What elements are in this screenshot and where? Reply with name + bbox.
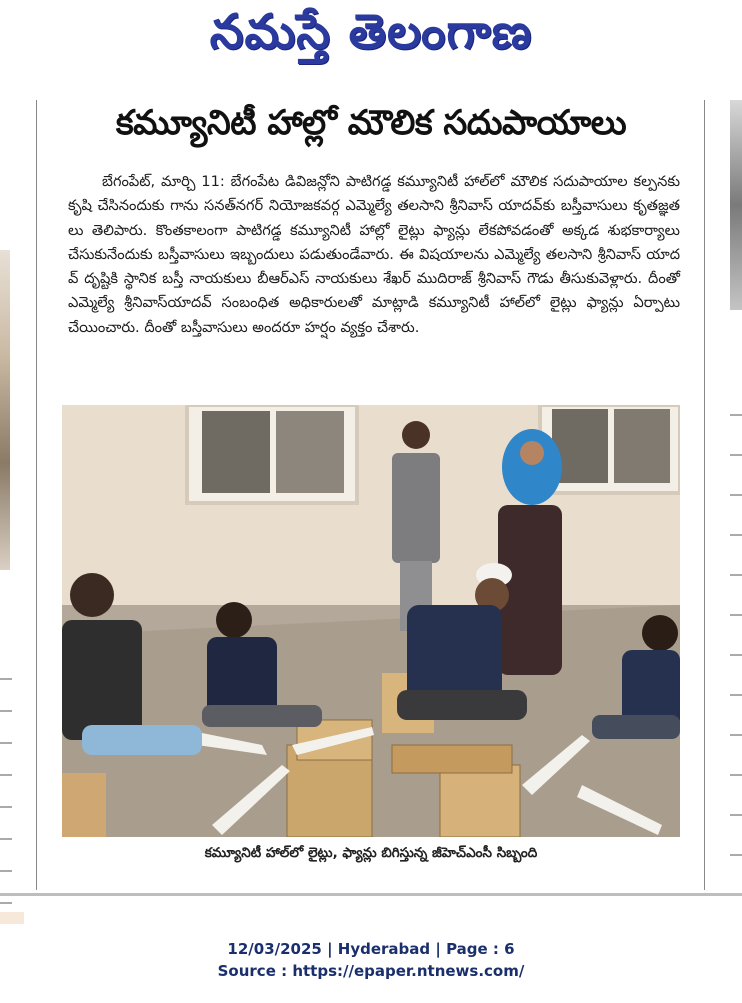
photo-illustration	[62, 405, 680, 837]
adjacent-photo-fragment	[730, 100, 742, 310]
page-bottom-rule	[0, 893, 742, 896]
adjacent-article-left	[0, 100, 12, 890]
photo-caption: కమ్యూనిటీ హాల్‌లో లైట్లు, ఫ్యాన్లు బిగిస్తున్న జీహెచ్ఎంసీ సిబ్బంది	[204, 845, 538, 861]
adjacent-text-fragment	[0, 660, 12, 930]
footer-source-link[interactable]: Source : https://epaper.ntnews.com/	[217, 962, 525, 980]
column-rule-right	[704, 100, 705, 890]
adjacent-fragment	[0, 912, 24, 924]
article-body: బేగంపేట్, మార్చి 11: బేగంపేట డివిజన్లోని పాటిగడ్డ కమ్యూనిటీ హాల్‌లో మౌలిక సదుపాయాల కల్పనకు కృషి చేసినందుకు గాను సనత్‌నగర్ నియోజకవర్గ ఎమ్మెల్యే తలసాని శ్రీనివాస్ యాదవ్‌కు బస్తీవాసులు కృతజ్ఞతలు తెలిపారు. కొంతకాలంగా పాటిగడ్డ కమ్యూనిటీ హాల్లో లైట్లు ఫ్యాన్లు లేకపోవడంతో అక్కడ శుభకార్యాలు చేసుకునేందుకు బస్తీవాసులు ఇబ్బందులు పడుతుండేవారు. ఈ విషయాలను ఎమ్మెల్యే తలసాని శ్రీనివాస్ యాదవ్ దృష్టికి స్థానిక బస్తీ నాయకులు బీఆర్ఎస్ నాయకులు శేఖర్ ముదిరాజ్ శ్రీనివాస్ గౌడు తీసుకువెళ్లారు. దీంతో ఎమ్మెల్యే శ్రీనివాస్‌యాదవ్ సంబంధిత అధికారులతో మాట్లాడి కమ్యూనిటీ హాల్‌లో లైట్లు ఫ్యాన్లు ఏర్పాటు చేయించారు. దీంతో బస్తీవాసులు అందరూ హర్షం వ్యక్తం చేశారు.	[68, 173, 680, 336]
adjacent-text-fragment	[730, 390, 742, 930]
article-photo	[62, 405, 680, 837]
newspaper-logo-title: నమస్తే తెలంగాణ	[209, 4, 533, 60]
column-rule-left	[36, 100, 37, 890]
masthead	[0, 0, 742, 95]
adjacent-photo-fragment	[0, 250, 10, 570]
clipping-footer	[0, 938, 742, 982]
adjacent-article-right	[730, 100, 742, 890]
article-headline: కమ్యూనిటీ హాల్లో మౌలిక సదుపాయాలు	[115, 103, 627, 143]
footer-dateline: 12/03/2025 | Hyderabad | Page : 6	[227, 940, 515, 958]
